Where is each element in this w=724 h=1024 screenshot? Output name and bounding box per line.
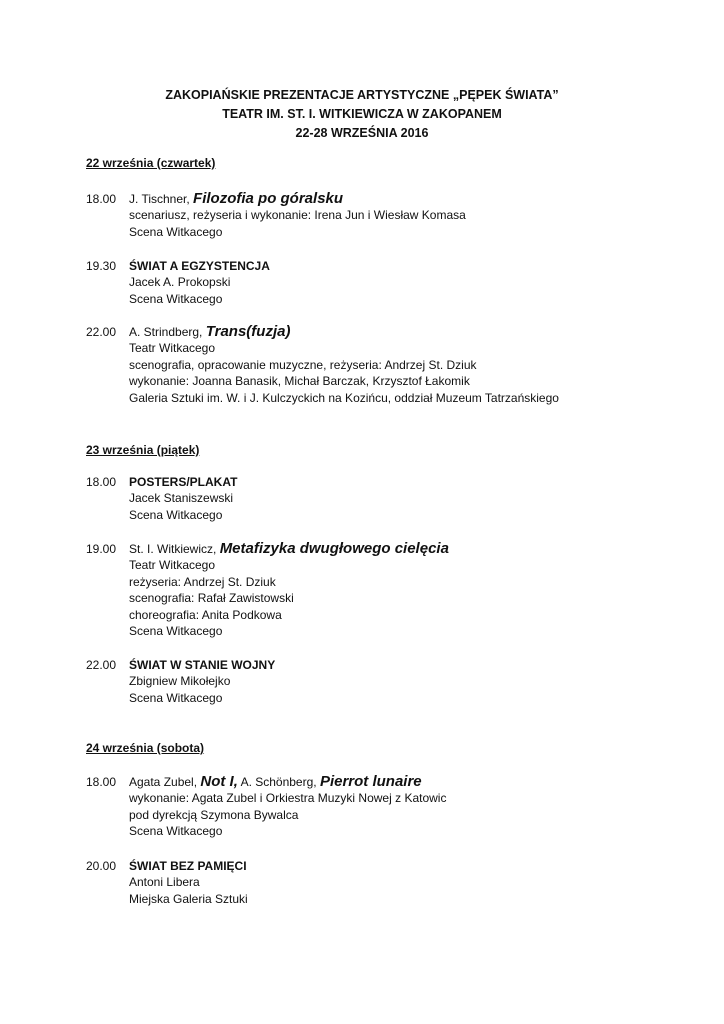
day-heading: 24 września (sobota) (86, 741, 205, 755)
event-time: 22.00 (86, 325, 117, 339)
event-time: 18.00 (86, 775, 117, 789)
event-time: 19.00 (86, 542, 117, 556)
event-author: J. Tischner, (129, 192, 194, 206)
event-title: ŚWIAT A EGZYSTENCJA (129, 259, 270, 273)
event-work-title: Filozofia po góralsku (193, 190, 344, 207)
document-header (0, 86, 724, 143)
day-heading: 23 września (piątek) (86, 443, 200, 457)
event-venue: Scena Witkacego (129, 224, 223, 239)
event-time: 22.00 (86, 658, 117, 672)
event-venue: Scena Witkacego (129, 507, 223, 522)
event-venue: Miejska Galeria Sztuki (129, 891, 248, 906)
event-venue: Scena Witkacego (129, 690, 223, 705)
event-venue: Scena Witkacego (129, 291, 223, 306)
day-heading: 22 września (czwartek) (86, 156, 216, 170)
event-title: POSTERS/PLAKAT (129, 475, 238, 489)
event-author: A. Strindberg, (129, 325, 206, 339)
event-speaker: Jacek Staniszewski (129, 491, 234, 506)
theatre-name: TEATR IM. ST. I. WITKIEWICZA W ZAKOPANEM (222, 107, 502, 121)
event-detail: scenariusz, reżyseria i wykonanie: Irena Jun i Wiesław Komasa (129, 208, 466, 223)
event-detail: Teatr Witkacego (129, 558, 216, 573)
event-venue: Scena Witkacego (129, 824, 223, 839)
event-detail: scenografia: Rafał Zawistowski (129, 591, 294, 606)
event-time: 19.30 (86, 259, 117, 273)
event-detail: pod dyrekcją Szymona Bywalca (129, 807, 299, 822)
festival-title: ZAKOPIAŃSKIE PREZENTACJE ARTYSTYCZNE „PĘPEK ŚWIATA” (165, 88, 559, 102)
event-detail: wykonanie: Agata Zubel i Orkiestra Muzyki Nowej z Katowic (129, 791, 447, 806)
event-detail: Teatr Witkacego (129, 341, 216, 356)
event-title: ŚWIAT BEZ PAMIĘCI (129, 859, 247, 873)
event-author: St. I. Witkiewicz, (129, 542, 220, 556)
event-detail: choreografia: Anita Podkowa (129, 607, 282, 622)
event-detail: scenografia, opracowanie muzyczne, reżyseria: Andrzej St. Dziuk (129, 357, 477, 372)
event-venue: Galeria Sztuki im. W. i J. Kulczyckich na Kozińcu, oddział Muzeum Tatrzańskiego (129, 390, 559, 405)
event-speaker: Jacek A. Prokopski (129, 275, 231, 290)
event-detail: reżyseria: Andrzej St. Dziuk (129, 574, 276, 589)
event-venue: Scena Witkacego (129, 624, 223, 639)
festival-dates: 22-28 WRZEŚNIA 2016 (295, 126, 429, 140)
event-speaker: Zbigniew Mikołejko (129, 674, 231, 689)
event-work-title: Not I, (200, 773, 238, 790)
event-work-title: Trans(fuzja) (205, 323, 291, 340)
event-title: ŚWIAT W STANIE WOJNY (129, 658, 276, 672)
event-detail: wykonanie: Joanna Banasik, Michał Barczak, Krzysztof Łakomik (129, 374, 470, 389)
event-time: 20.00 (86, 859, 117, 873)
event-speaker: Antoni Libera (129, 875, 200, 890)
event-author: A. Schönberg, (237, 775, 320, 789)
event-work-title: Pierrot lunaire (319, 773, 422, 790)
event-work-title: Metafizyka dwugłowego cielęcia (219, 540, 449, 557)
event-time: 18.00 (86, 192, 117, 206)
event-author: Agata Zubel, (129, 775, 201, 789)
event-time: 18.00 (86, 475, 117, 489)
